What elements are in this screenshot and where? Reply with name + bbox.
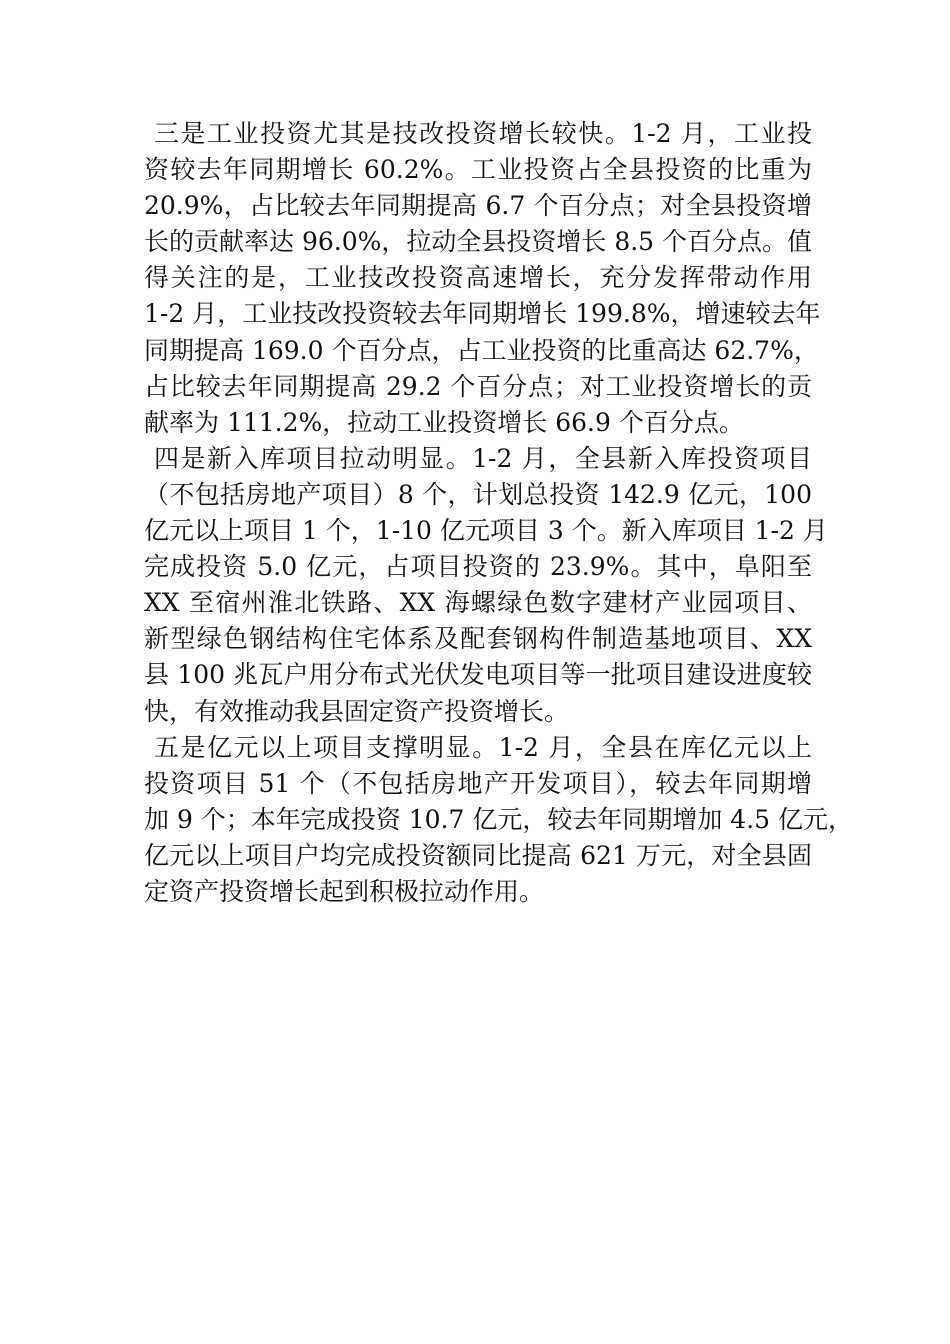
paragraph-line: XX 至宿州淮北铁路、XX 海螺绿色数字建材产业园项目、 — [144, 588, 812, 618]
paragraph-line: 长的贡献率达 96.0%，拉动全县投资增长 8.5 个百分点。值 — [144, 227, 813, 257]
paragraph-line: 同期提高 169.0 个百分点，占工业投资的比重高达 62.7%， — [144, 335, 819, 365]
document-body — [144, 116, 854, 910]
paragraph-line: 投资项目 51 个（不包括房地产开发项目），较去年同期增 — [144, 768, 812, 798]
paragraph-line: 占比较去年同期提高 29.2 个百分点；对工业投资增长的贡 — [144, 371, 812, 401]
paragraph-line: 加 9 个；本年完成投资 10.7 亿元，较去年同期增加 4.5 亿元， — [144, 804, 854, 834]
paragraph-industrial-investment — [144, 116, 821, 441]
paragraph-line: 定资产投资增长起到积极拉动作用。 — [144, 876, 545, 906]
paragraph-line: 亿元以上项目户均完成投资额同比提高 621 万元，对全县固 — [144, 840, 812, 870]
paragraph-line: 1-2 月，工业技改投资较去年同期增长 199.8%，增速较去年 — [144, 299, 821, 329]
paragraph-line: 县 100 兆瓦户用分布式光伏发电项目等一批项目建设进度较 — [144, 660, 812, 690]
paragraph-line: 得关注的是，工业技改投资高速增长，充分发挥带动作用 — [144, 263, 812, 293]
paragraph-large-projects — [144, 730, 854, 910]
paragraph-line: 完成投资 5.0 亿元，占项目投资的 23.9%。其中，阜阳至 — [144, 552, 812, 582]
paragraph-line: 四是新入库项目拉动明显。1-2 月，全县新入库投资项目 — [154, 443, 812, 473]
paragraph-line: 献率为 111.2%，拉动工业投资增长 66.9 个百分点。 — [144, 407, 744, 437]
paragraph-new-projects — [144, 441, 828, 730]
paragraph-line: 亿元以上项目 1 个，1-10 亿元项目 3 个。新入库项目 1-2 月 — [144, 516, 828, 546]
paragraph-line: 20.9%，占比较去年同期提高 6.7 个百分点；对全县投资增 — [144, 191, 812, 221]
paragraph-line: 资较去年同期增长 60.2%。工业投资占全县投资的比重为 — [144, 155, 812, 185]
paragraph-line: 三是工业投资尤其是技改投资增长较快。1-2 月，工业投 — [154, 119, 812, 148]
paragraph-line: 快，有效推动我县固定资产投资增长。 — [144, 696, 570, 726]
paragraph-line: （不包括房地产项目）8 个，计划总投资 142.9 亿元，100 — [144, 479, 812, 509]
paragraph-line: 新型绿色钢结构住宅体系及配套钢构件制造基地项目、XX — [144, 624, 812, 654]
paragraph-line: 五是亿元以上项目支撑明显。1-2 月，全县在库亿元以上 — [154, 732, 812, 762]
